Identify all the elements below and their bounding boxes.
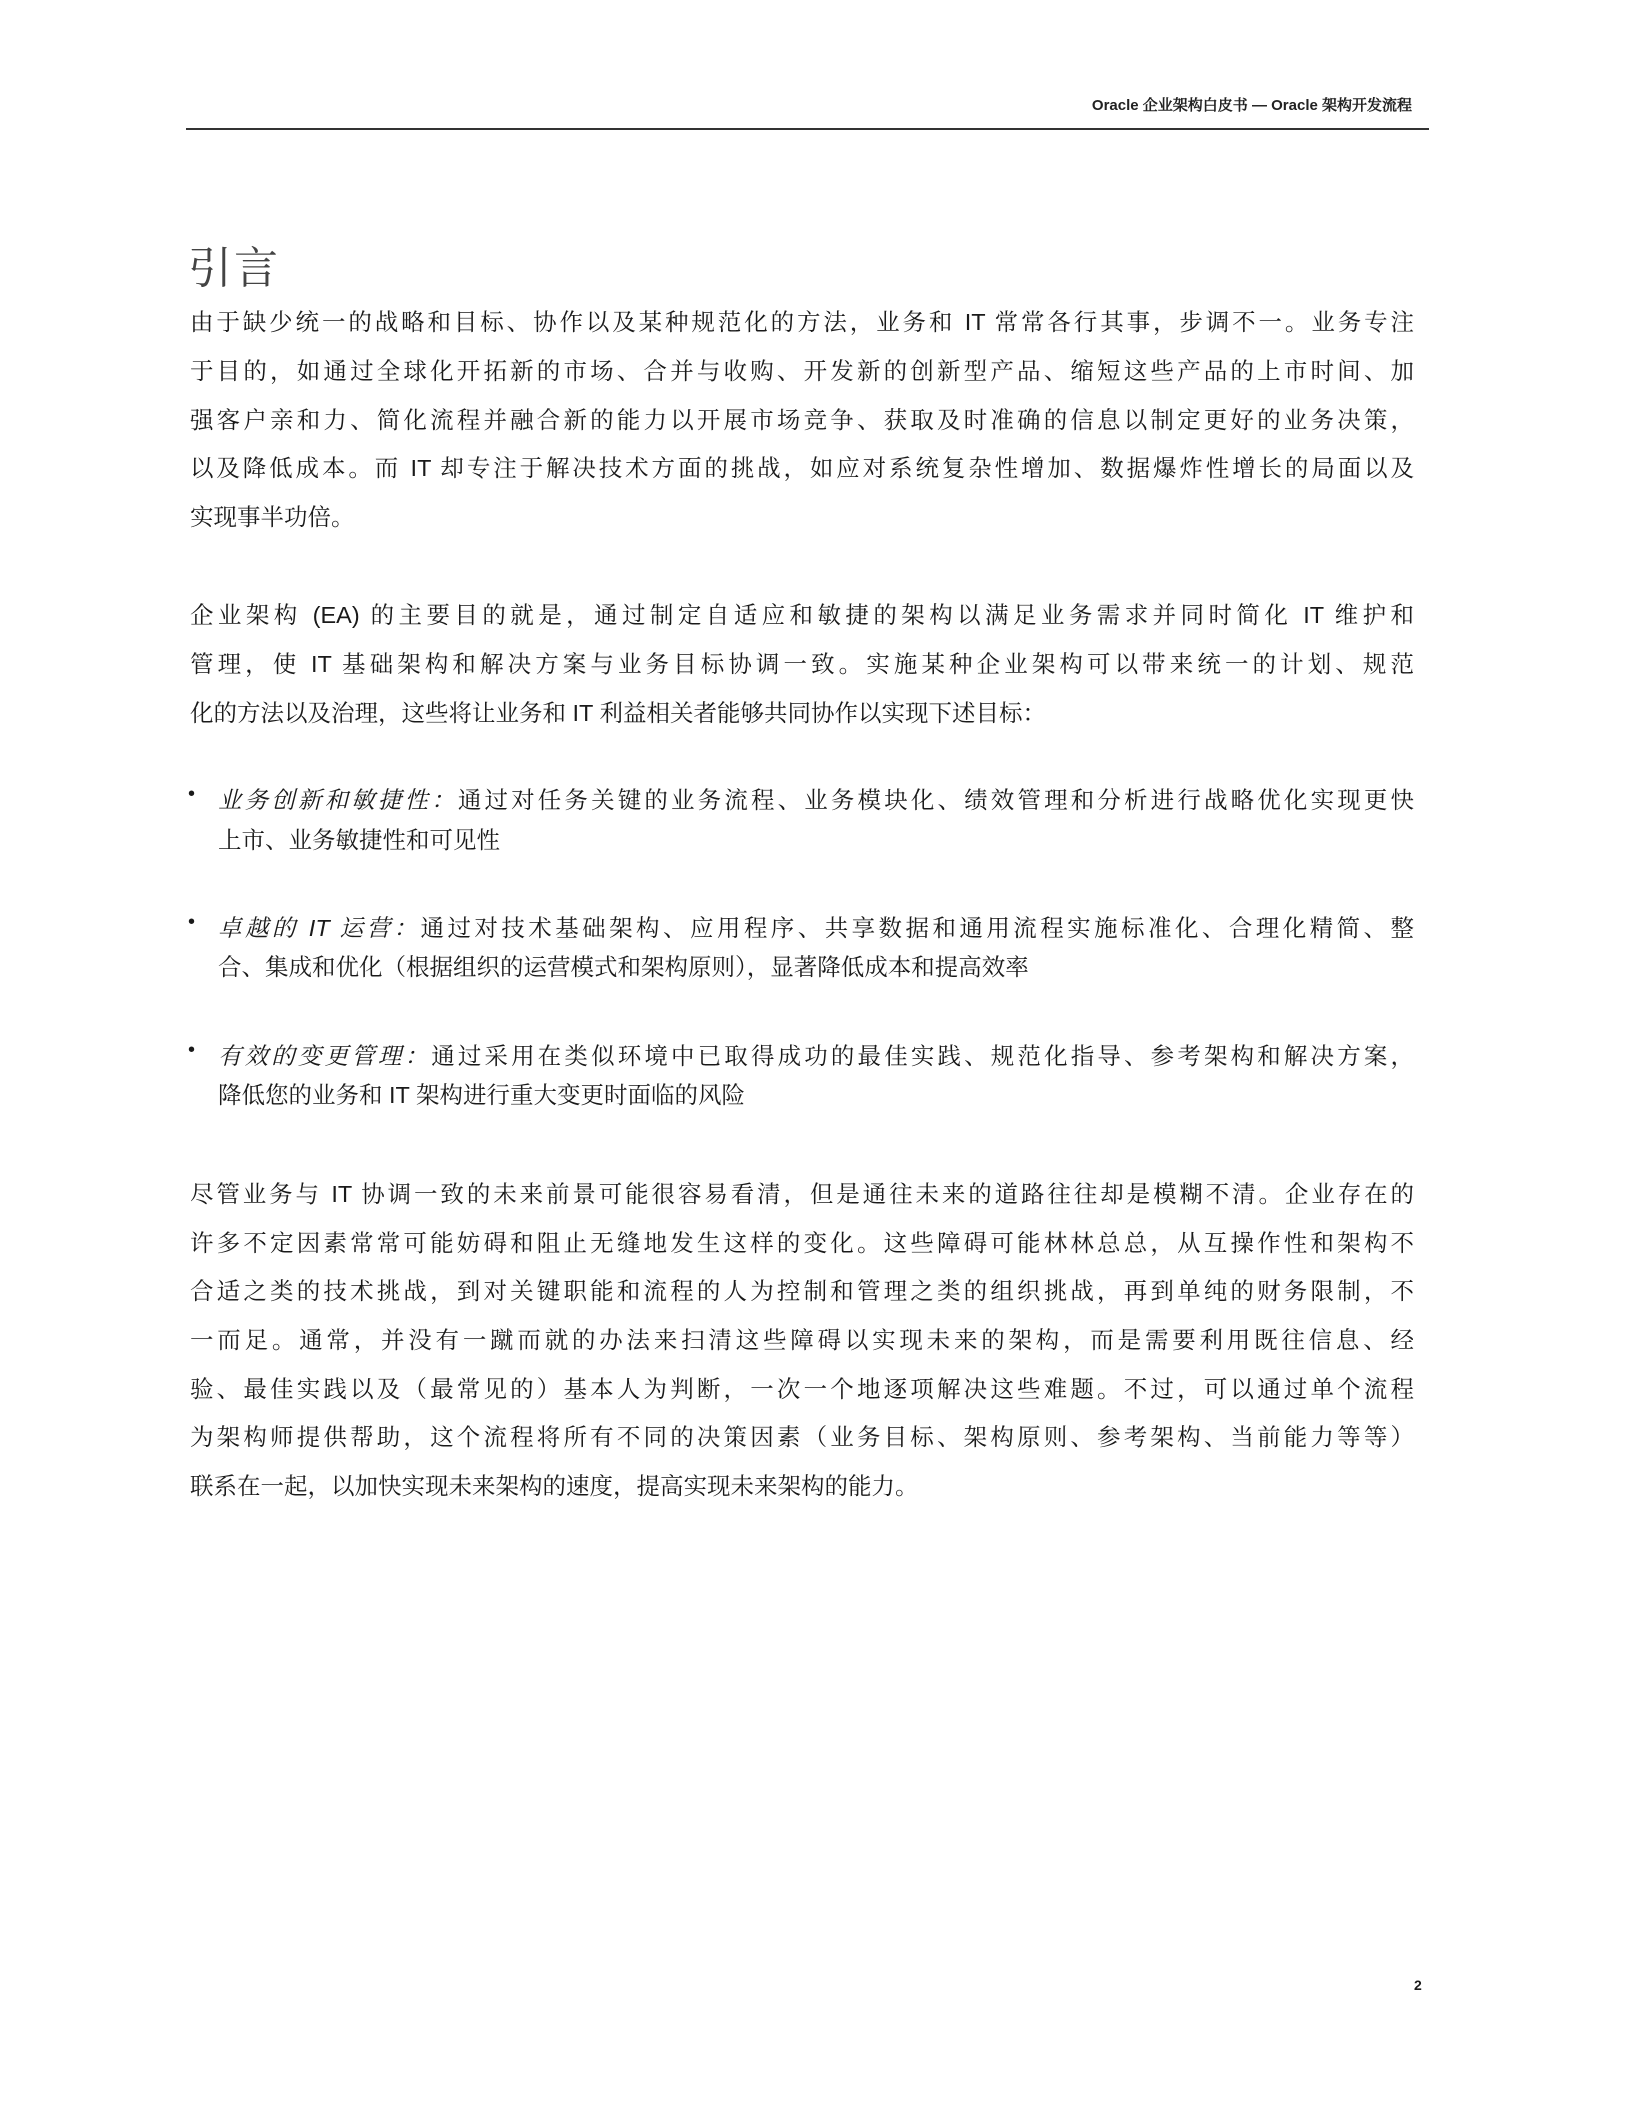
- text-line: 联系在一起，以加快实现未来架构的速度，提高实现未来架构的能力。: [190, 1473, 919, 1499]
- text-line: 强客户亲和力、简化流程并融合新的能力以开展市场竞争、获取及时准确的信息以制定更好的业务决策，: [190, 407, 1414, 433]
- bullet-term: 卓越的 IT 运营：: [218, 915, 421, 941]
- bullet-text: 通过对技术基础架构、应用程序、共享数据和通用流程实施标准化、合理化精简、整: [420, 915, 1414, 941]
- bullet-term: 业务创新和敏捷性：: [218, 787, 458, 813]
- bullet-text: 通过采用在类似环境中已取得成功的最佳实践、规范化指导、参考架构和解决方案，: [431, 1043, 1415, 1069]
- text-line: 合适之类的技术挑战，到对关键职能和流程的人为控制和管理之类的组织挑战，再到单纯的财务限制，不: [190, 1278, 1414, 1304]
- bullet-text: 上市、业务敏捷性和可见性: [218, 827, 500, 853]
- text-line: 为架构师提供帮助，这个流程将所有不同的决策因素（业务目标、架构原则、参考架构、当前能力等等）: [190, 1424, 1414, 1450]
- text-line: 化的方法以及治理，这些将让业务和 IT 利益相关者能够共同协作以实现下述目标：: [190, 700, 1047, 726]
- bullet-text: 合、集成和优化（根据组织的运营模式和架构原则），显著降低成本和提高效率: [218, 954, 1029, 980]
- bullet-marker: •: [188, 911, 196, 933]
- bullet-text: 降低您的业务和 IT 架构进行重大变更时面临的风险: [218, 1082, 746, 1108]
- bullet-marker: •: [188, 783, 196, 805]
- bullet-marker: •: [188, 1039, 196, 1061]
- text-line: 许多不定因素常常可能妨碍和阻止无缝地发生这样的变化。这些障碍可能林林总总，从互操作性和架构不: [190, 1230, 1414, 1256]
- header-rule: [186, 128, 1429, 130]
- text-line: 实现事半功倍。: [190, 504, 355, 530]
- text-line: 企业架构 (EA) 的主要目的就是，通过制定自适应和敏捷的架构以满足业务需求并同时简化 IT 维护和: [190, 602, 1414, 628]
- text-line: 由于缺少统一的战略和目标、协作以及某种规范化的方法，业务和 IT 常常各行其事，步调不一。业务专注: [190, 309, 1414, 335]
- page-number: 2: [1414, 1977, 1422, 1993]
- text-line: 验、最佳实践以及（最常见的）基本人为判断，一次一个地逐项解决这些难题。不过，可以通过单个流程: [190, 1376, 1414, 1402]
- text-line: 于目的，如通过全球化开拓新的市场、合并与收购、开发新的创新型产品、缩短这些产品的上市时间、加: [190, 358, 1414, 384]
- text-line: 管理，使 IT 基础架构和解决方案与业务目标协调一致。实施某种企业架构可以带来统一的计划、规范: [190, 651, 1414, 677]
- text-line: 尽管业务与 IT 协调一致的未来前景可能很容易看清，但是通往未来的道路往往却是模糊不清。企业存在的: [190, 1181, 1414, 1207]
- running-header: Oracle 企业架构白皮书 — Oracle 架构开发流程: [1091, 97, 1412, 114]
- text-line: 一而足。通常，并没有一蹴而就的办法来扫清这些障碍以实现未来的架构，而是需要利用既往信息、经: [190, 1327, 1414, 1353]
- text-line: 以及降低成本。而 IT 却专注于解决技术方面的挑战，如应对系统复杂性增加、数据爆炸性增长的局面以及: [190, 455, 1414, 481]
- bullet-term: 有效的变更管理：: [218, 1043, 432, 1069]
- bullet-text: 通过对任务关键的业务流程、业务模块化、绩效管理和分析进行战略优化实现更快: [457, 787, 1415, 813]
- section-heading: 引言: [188, 244, 280, 293]
